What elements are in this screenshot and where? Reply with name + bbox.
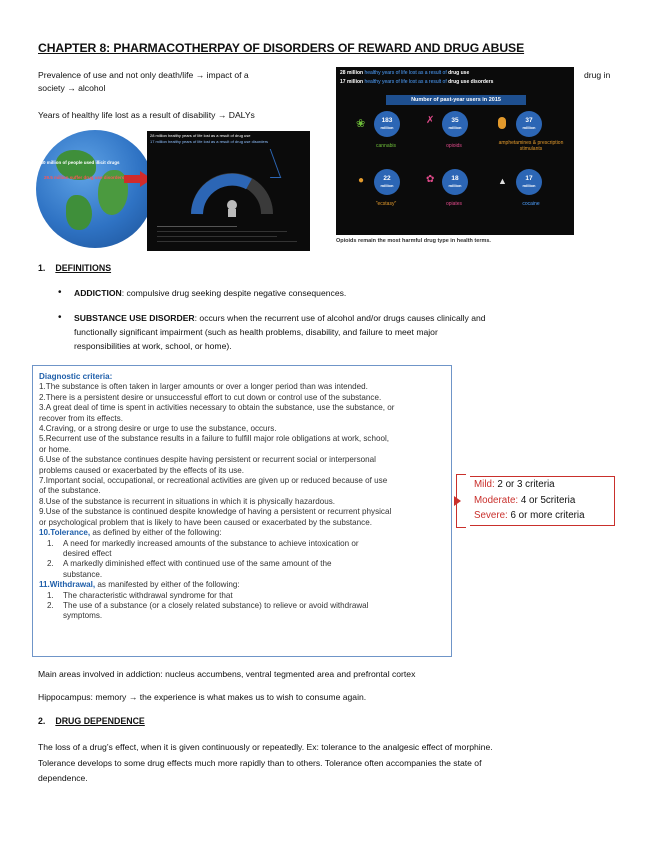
criteria-heading: Diagnostic criteria: xyxy=(39,372,113,381)
withdrawal-item: 2. The use of a substance (or a closely related substance) to relieve or avoid withdrawal symptoms. xyxy=(47,600,369,621)
opiates-value-badge: 18 million xyxy=(442,169,468,195)
criteria-line: 3.A great deal of time is spent in activities necessary to obtain the substance, use the substance, or xyxy=(39,403,395,413)
users-title: Number of past-year users in 2015 xyxy=(386,95,526,105)
drug-dependence-paragraph: The loss of a drug’s effect, when it is given continuously or repeatedly. Ex: tolerance to the analgesic effect of morphine. Tolerance develops to some drug effects much more rapidly than to others. Tolerance often accompanies the state of dependence. xyxy=(38,742,493,783)
users-item-cannabis xyxy=(356,109,416,165)
tolerance-item: 2. A markedly diminished effect with continued use of the same amount of the substance. xyxy=(47,559,332,579)
opioids-label: opioids xyxy=(446,143,462,149)
criteria-line: recover from its effects. xyxy=(39,413,123,423)
opiates-label: opiates xyxy=(445,201,463,207)
section-2-title: DRUG DEPENDENCE xyxy=(55,716,145,726)
criteria-line: 5.Recurrent use of the substance results in a failure to fulfill major role obligations at work, school, xyxy=(39,434,390,444)
past-year-users-infographic xyxy=(336,67,574,235)
severity-severe: Severe: 6 or more criteria xyxy=(474,510,585,521)
severity-lines xyxy=(470,476,615,526)
section-2-heading xyxy=(38,716,145,726)
criteria-line: 1.The substance is often taken in larger amounts or over a longer period than was intended. xyxy=(39,382,368,392)
ecstasy-icon: ● xyxy=(358,175,365,186)
syringe-icon: ✗ xyxy=(426,115,435,126)
criteria-withdrawal: 11.Withdrawal, as manifested by either of the following: xyxy=(39,580,240,590)
criteria-line: 9.Use of the substance is continued despite knowledge of having a persistent or recurrent physical xyxy=(39,507,392,517)
globe-caption-2: 29.5 million suffer drug use disorders xyxy=(44,175,125,180)
criteria-tolerance: 10.Tolerance, as defined by either of the following: xyxy=(39,528,222,538)
poppy-icon: ✿ xyxy=(426,174,435,185)
tolerance-item: 1. A need for markedly increased amounts of the substance to achieve intoxication or desired effect xyxy=(47,538,359,558)
powder-icon: ▲ xyxy=(498,176,507,186)
users-item-opiates xyxy=(424,167,484,223)
arrow-shaft xyxy=(124,175,142,183)
hippocampus-text: Hippocampus: memory → the experience is what makes us to wish to consume again. xyxy=(38,692,367,702)
section-1-title: DEFINITIONS xyxy=(55,263,112,273)
users-item-ecstasy xyxy=(356,167,416,223)
definition-addiction: • ADDICTION: compulsive drug seeking despite negative consequences. xyxy=(38,286,598,300)
amphetamines-label: amphetamines & prescription stimulants xyxy=(498,140,564,152)
severity-mild: Mild: 2 or 3 criteria xyxy=(474,479,555,490)
intro-line-1-end: drug in xyxy=(584,70,611,80)
ecstasy-value-badge: 22 million xyxy=(374,169,400,195)
definitions-list xyxy=(38,286,598,353)
section-1-number: 1. xyxy=(38,263,46,273)
right-line-2: 17 million healthy years of life lost as a result of drug use disorders xyxy=(340,79,494,85)
cocaine-label: cocaine xyxy=(522,201,540,207)
criteria-line: 6.Use of the substance continues despite having persistent or recurrent social or interpersonal xyxy=(39,455,376,465)
definition-sud: • SUBSTANCE USE DISORDER: occurs when the recurrent use of alcohol and/or drugs causes clinically and functionally significant impairment (such as health problems, disability, and failure to meet major responsibilities at work, school, or home). xyxy=(38,311,598,353)
criteria-line: or home. xyxy=(39,444,71,454)
infographic-line-1: 28 million healthy years of life lost as a result of drug use xyxy=(150,133,251,138)
intro-line-1: Prevalence of use and not only death/life → impact of a xyxy=(38,70,249,80)
withdrawal-item: 1. The characteristic withdrawal syndrome for that xyxy=(47,590,233,600)
right-line-1: 28 million healthy years of life lost as a result of drug use xyxy=(340,70,470,76)
users-item-opioids xyxy=(424,109,484,165)
bracket xyxy=(456,474,466,528)
pill-icon xyxy=(498,117,506,129)
section-1-heading xyxy=(38,263,111,273)
criteria-line: 4.Craving, or a strong desire or urge to use the substance, occurs. xyxy=(39,424,277,434)
brain-areas-text: Main areas involved in addiction: nucleus accumbens, ventral tegmented area and prefrontal cortex xyxy=(38,669,416,679)
criteria-line: of the substance. xyxy=(39,486,101,496)
amphetamines-value-badge: 37 million xyxy=(516,111,542,137)
infographic-line-2: 17 million healthy years of life lost as a result of drug use disorders xyxy=(150,139,269,144)
figure-caption: Opioids remain the most harmful drug type in health terms. xyxy=(336,238,491,244)
half-donut-chart xyxy=(187,159,277,219)
page-title: CHAPTER 8: PHARMACOTHERPAY OF DISORDERS OF REWARD AND DRUG ABUSE xyxy=(38,41,525,55)
criteria-line: problems caused or exacerbated by the effects of its use. xyxy=(39,465,245,475)
severity-scale xyxy=(454,474,614,526)
dalys-line: Years of healthy life lost as a result of disability → DALYs xyxy=(38,110,255,120)
users-item-cocaine xyxy=(494,167,568,223)
intro-line-2: society → alcohol xyxy=(38,83,106,93)
criteria-line: 2.There is a persistent desire or unsuccessful effort to cut down or control use of the substance. xyxy=(39,392,382,402)
cocaine-value-badge: 17 million xyxy=(516,169,542,195)
opioids-value-badge: 35 million xyxy=(442,111,468,137)
intro-paragraph xyxy=(38,69,313,95)
criteria-line: or psychological problem that is likely to have been caused or exacerbated by the substance. xyxy=(39,517,372,527)
criteria-line: 8.Use of the substance is recurrent in situations in which it is physically hazardous. xyxy=(39,496,336,506)
cannabis-value-badge: 183 million xyxy=(374,111,400,137)
section-2-number: 2. xyxy=(38,716,46,726)
ecstasy-label: "ecstasy" xyxy=(375,201,397,207)
globe-caption-1: 250 million of people used illicit drugs xyxy=(38,160,120,165)
diagnostic-criteria-box xyxy=(32,365,452,657)
cannabis-leaf-icon: ❀ xyxy=(356,118,366,130)
severity-moderate: Moderate: 4 or 5criteria xyxy=(474,494,576,506)
dalys-infographic xyxy=(147,131,310,251)
cannabis-label: cannabis xyxy=(375,143,396,149)
globe-image xyxy=(36,130,154,248)
users-item-amphetamines xyxy=(494,109,568,165)
criteria-line: 7.Important social, occupational, or recreational activities are given up or reduced because of use xyxy=(39,476,388,486)
